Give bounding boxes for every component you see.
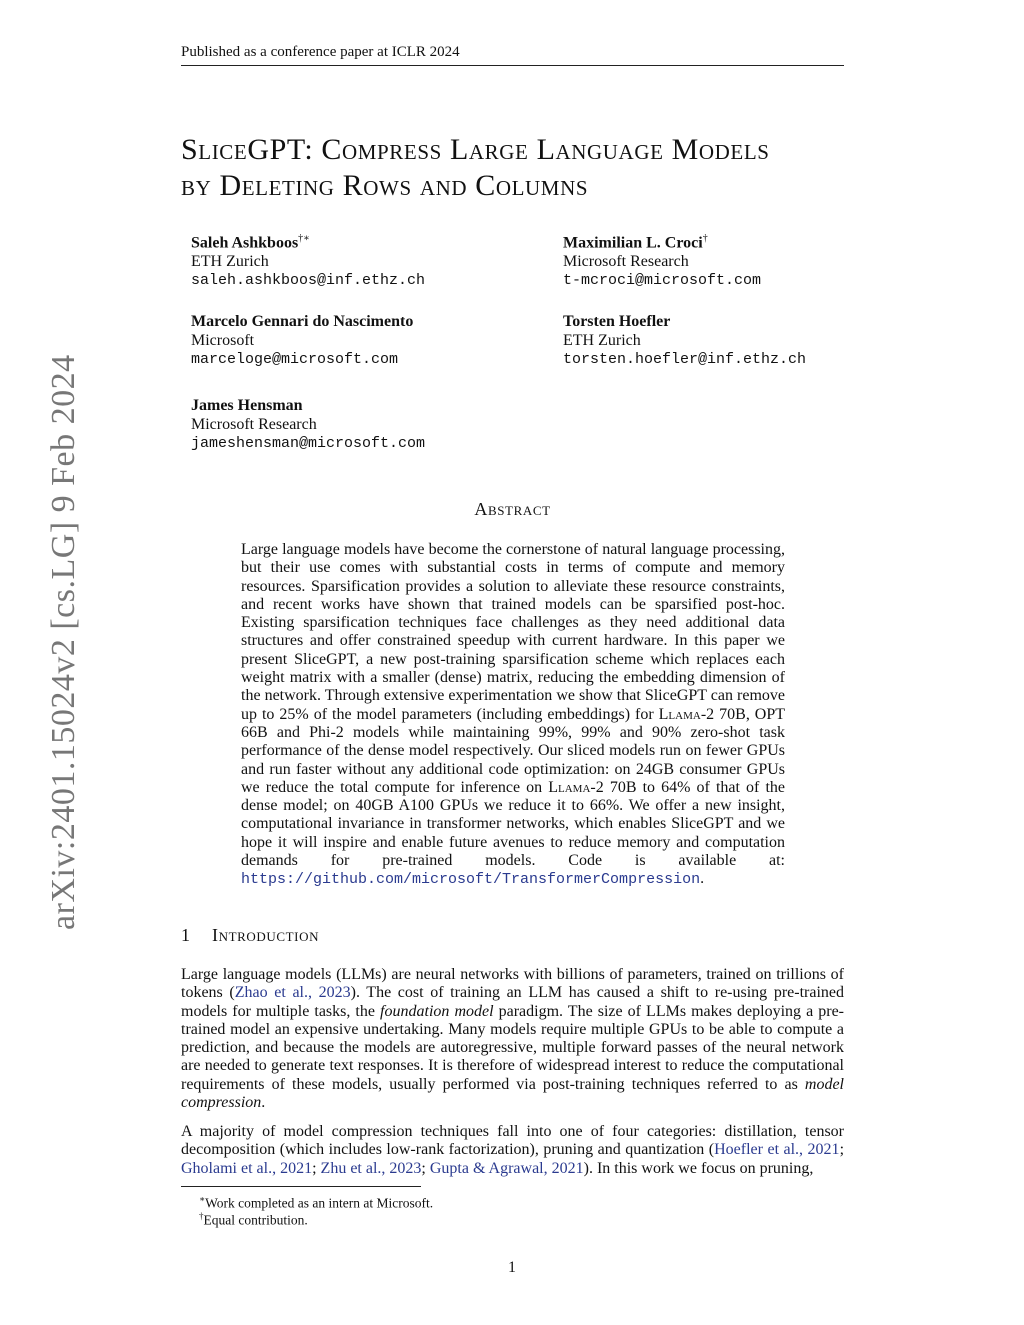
author-affiliation: Microsoft Research [191,416,317,433]
footnote-mark: † [199,1211,204,1221]
abstract-text: 70B to 64% of that of the dense model; on 40GB A100 GPUs we reduce it to 66%. We offer a new insight, computational invariance in transformer networks, which enables SliceGPT and we hope it will inspire and enable future avenues to reduce memory and computation demands for pre-trained models. Code is available at: [241,778,786,870]
citation-separator: ; [421,1159,430,1177]
model-name: Llama-2 [658,705,715,723]
author-name: James Hensman [191,397,303,414]
citation-link[interactable]: Hoefler et al., 2021 [714,1141,840,1159]
emphasis-text: model compression [181,1075,844,1112]
arxiv-stamp: arXiv:2401.15024v2 [cs.LG] 9 Feb 2024 [45,354,82,930]
intro-paragraph-1 [181,966,844,1112]
author-email[interactable]: t-mcroci@microsoft.com [563,272,762,290]
paragraph-text: . [261,1094,266,1112]
paragraph-text: ). The cost of training an LLM has caused a shift to re-using pre-trained models for multiple tasks, the [181,984,844,1020]
paragraph-text: Large language models (LLMs) are neural networks with billions of parameters, trained on trillions of tokens ( [181,966,844,1002]
code-link[interactable]: https://github.com/microsoft/TransformerCompression [241,871,701,889]
author-name: Maximilian L. Croci [563,234,703,252]
citation-link[interactable]: Zhao et al., 2023 [234,984,351,1002]
paragraph-text: A majority of model compression techniques fall into one of four categories: distillation, tensor decomposition (which includes low-rank factorization), pruning and quantization ( [181,1123,844,1159]
title-line-1: SliceGPT: Compress Large Language Models [181,133,770,166]
abstract-end: . [700,870,705,888]
section-number: 1 [181,925,191,945]
section-title: Introduction [212,925,320,945]
author-email[interactable]: torsten.hoefler@inf.ethz.ch [563,351,807,368]
citation-link[interactable]: Zhu et al., 2023 [320,1159,422,1177]
model-name: Llama-2 [548,778,604,796]
author-email[interactable]: saleh.ashkboos@inf.ethz.ch [191,272,426,290]
author-block [563,312,806,369]
running-header: Published as a conference paper at ICLR 2024 [181,44,844,66]
author-affiliation: Microsoft Research [563,253,689,271]
author-name: Saleh Ashkboos [191,234,299,252]
abstract-body [241,541,785,890]
author-block [191,312,413,369]
author-marks: †∗ [298,233,310,244]
footnote-text: Work completed as an intern at Microsoft. [205,1195,434,1211]
author-name: Torsten Hoefler [563,313,671,330]
citation-separator: ; [839,1141,845,1159]
citation-separator: ; [312,1159,321,1177]
footnote-text: Equal contribution. [203,1212,308,1228]
author-name: Marcelo Gennari do Nascimento [191,313,414,330]
paragraph-text: paradigm. The size of LLMs makes deploying a pre-trained model an expensive undertaking. Many models require multiple GPUs to be able to compute a prediction, and because the models are autoregressive, multiple forward passes of the neural network are needed to generate text responses. It is therefore of widespread interest to reduce the computational requirements of these models, usually performed via post-training techniques referred to as [181,1002,845,1093]
author-email[interactable]: jameshensman@microsoft.com [191,435,426,452]
author-email[interactable]: marceloge@microsoft.com [191,351,399,368]
citation-link[interactable]: Gupta & Agrawal, 2021 [429,1159,584,1177]
author-block [191,396,425,453]
footnote-divider [181,1186,421,1187]
footnote [199,1208,308,1229]
author-affiliation: ETH Zurich [191,253,269,271]
citation-link[interactable]: Gholami et al., 2021 [181,1159,313,1177]
abstract-text: Large language models have become the cornerstone of natural language processing, but their use comes with substantial costs in terms of compute and memory resources. Sparsification provides a solution to alleviate these resource constraints, and recent works have shown that trained models can be sparsified post-hoc. Existing sparsification techniques face challenges as they need additional data structures and offer constrained speedup with current hardware. In this paper we present SliceGPT, a new post-training sparsification scheme which replaces each weight matrix with a smaller (dense) matrix, reducing the embedding dimension of the network. Through extensive experimentation we show that SliceGPT can remove up to 25% of the model parameters (including embeddings) for [241,541,785,723]
intro-paragraph-2 [181,1123,844,1178]
author-block [191,229,425,290]
section-heading [181,925,319,946]
author-affiliation: ETH Zurich [563,332,641,349]
title-line-2: by Deleting Rows and Columns [181,169,589,202]
paper-title [181,132,861,204]
page-number: 1 [508,1259,516,1276]
footnote-mark: ∗ [199,1194,206,1204]
author-block [563,229,761,290]
emphasis-text: foundation model [380,1002,494,1020]
abstract-heading: Abstract [474,499,551,519]
author-marks: † [702,233,708,244]
author-affiliation: Microsoft [191,332,255,349]
paragraph-text: ). In this work we focus on pruning, [583,1159,814,1177]
abstract-text: 70B, OPT 66B and Phi-2 models while maintaining 99%, 99% and 90% zero-shot task performance of the dense model respectively. Our sliced models run on fewer GPUs and run faster without any additional code optimization: on 24GB consumer GPUs we reduce the total compute for inference on [241,705,786,796]
